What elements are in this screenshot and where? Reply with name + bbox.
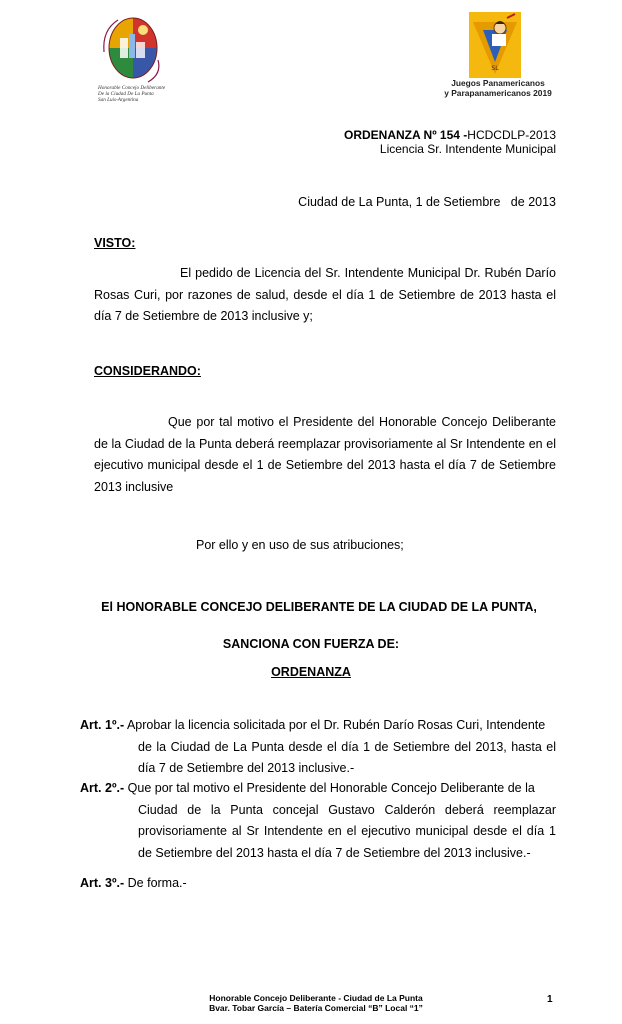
considerando-heading: CONSIDERANDO: — [94, 364, 201, 378]
page-number: 1 — [547, 994, 553, 1005]
por-ello-line: Por ello y en uso de sus atribuciones; — [196, 538, 404, 552]
visto-text-rest: Rosas Curi, por razones de salud, desde el día 1 de Setiembre de 2013 hasta el día 7 de Setiembre de 2013 inclusive y; — [94, 287, 556, 323]
caption-line: Juegos Panamericanos — [451, 78, 545, 88]
article-label: Art. 3º.- — [80, 876, 125, 890]
article-first-line — [80, 778, 556, 800]
article-continuation: de la Ciudad de La Punta desde el día 1 de Setiembre del 2013, hasta el día 7 de Setiembre del 2013 inclusive.- — [138, 739, 556, 775]
ordenanza-heading-text: ORDENANZA — [271, 665, 351, 679]
date-line: Ciudad de La Punta, 1 de Setiembre de 2013 — [298, 195, 556, 209]
council-title: El HONORABLE CONCEJO DELIBERANTE DE LA CIUDAD DE LA PUNTA, — [101, 600, 537, 614]
footer-line: Honorable Concejo Deliberante - Ciudad de La Punta — [209, 993, 423, 1003]
considerando-paragraph — [94, 412, 556, 498]
games-mascot-icon — [469, 12, 521, 78]
caption-line: y Parapanamericanos 2019 — [444, 87, 552, 98]
article-text: Aprobar la licencia solicitada por el Dr. Rubén Darío Rosas Curi, Intendente — [126, 718, 546, 732]
footer-line: Bvar. Tobar García – Batería Comercial “B” Local “1” — [209, 1003, 423, 1013]
considerando-text-rest: la Ciudad de la Punta deberá reemplazar provisoriamente al Sr Intendente en el ejecutivo municipal desde el 1 de Setiembre del 2013 hasta el día 7 de Setiembre 2013 inclusive — [94, 436, 556, 494]
ordinance-label: ORDENANZA Nº 154 - — [344, 128, 468, 142]
caption-line: San Luis-Argentina — [98, 97, 139, 104]
council-emblem-icon — [96, 12, 168, 84]
council-logo — [96, 12, 168, 106]
panamerican-games-logo — [469, 12, 521, 78]
ordenanza-heading — [0, 665, 622, 679]
article-label: Art. 1º.- — [80, 718, 125, 732]
visto-paragraph — [94, 263, 556, 328]
article-label: Art. 2º.- — [80, 781, 125, 795]
sanciona-line: SANCIONA CON FUERZA DE: — [222, 637, 400, 651]
caption-line: Honorable Concejo Deliberante — [98, 85, 166, 91]
ordinance-code: HCDCDLP-2013 — [467, 128, 556, 142]
article-text: De forma.- — [127, 876, 187, 890]
visto-heading: VISTO: — [94, 236, 136, 250]
article-continuation: Ciudad de la Punta concejal Gustavo Calderón deberá reemplazar provisoriamente al Sr Intendente en el ejecutivo municipal desde el día 1 de Setiembre del 2013 hasta el día 7 de Setiembre del 2013 inclusive.- — [138, 802, 556, 860]
caption-line: De la Ciudad De La Punta — [98, 91, 154, 98]
ordinance-subject: Licencia Sr. Intendente Municipal — [379, 142, 556, 156]
article-1 — [80, 715, 556, 780]
svg-text:SL: SL — [491, 65, 499, 72]
council-logo-caption — [98, 85, 178, 104]
article-2 — [80, 778, 556, 864]
article-text: Que por tal motivo el Presidente del Honorable Concejo Deliberante de la — [127, 781, 535, 795]
panamerican-games-caption — [438, 79, 558, 98]
ordinance-reference — [344, 128, 556, 156]
ordinance-number — [344, 128, 556, 142]
page-footer — [176, 993, 456, 1013]
considerando-text-first: Que por tal motivo el Presidente del Honorable Concejo Deliberante de — [94, 415, 556, 451]
visto-text-first: El pedido de Licencia del Sr. Intendente Municipal Dr. Rubén Darío — [180, 266, 556, 280]
article-first-line — [80, 873, 556, 895]
article-3 — [80, 873, 556, 895]
article-first-line — [80, 715, 556, 737]
